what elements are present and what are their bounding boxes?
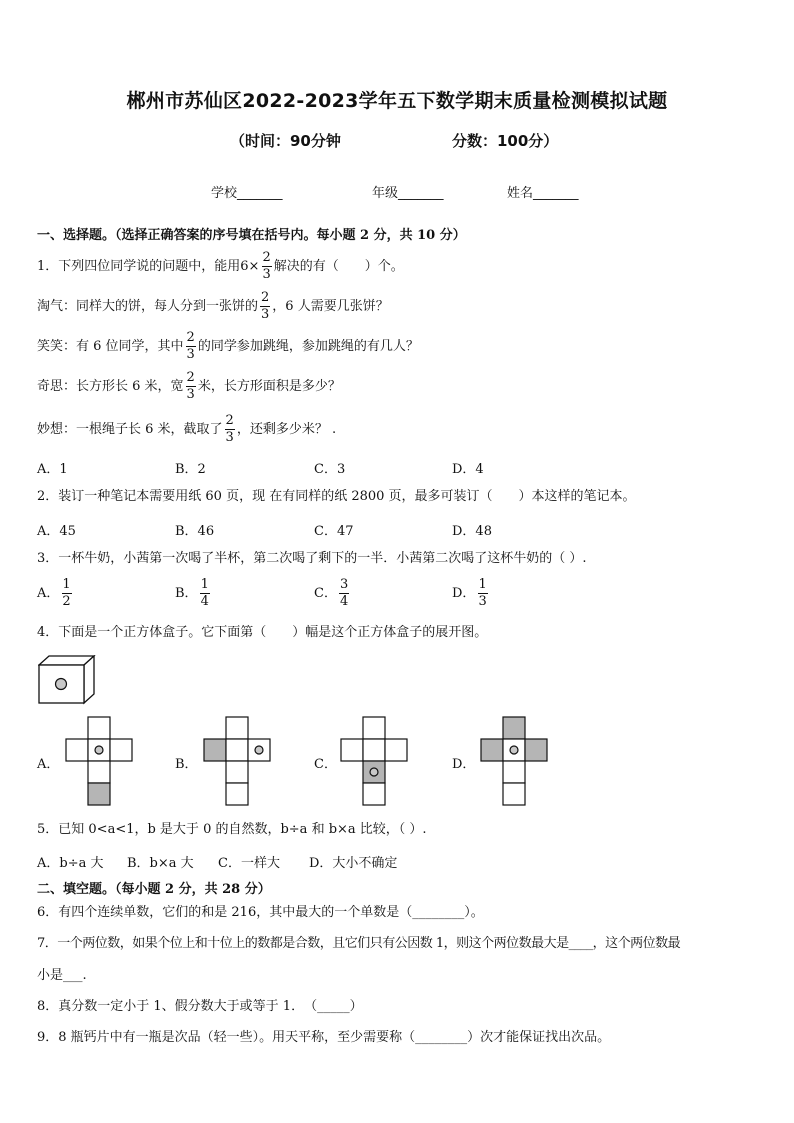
q3-option-b[interactable] xyxy=(175,578,212,609)
option-label: D． xyxy=(452,586,476,601)
q5-option-d[interactable]: D．大小不确定 xyxy=(309,856,398,871)
statement-text-end: ，6 人需要几张饼？ xyxy=(272,299,389,314)
q4-net-d[interactable] xyxy=(479,716,549,808)
fraction-numerator: 2 xyxy=(225,413,234,428)
statement-text: 奇思：长方形长 6 米，宽 xyxy=(37,379,184,394)
q1-option-d[interactable]: D．4 xyxy=(452,462,484,477)
fraction-numerator: 3 xyxy=(339,577,349,592)
q1-statement-xiaoxiao xyxy=(37,331,419,362)
statement-text: 妙想：一根绳子长 6 米，截取了 xyxy=(37,422,223,437)
q3-option-a[interactable] xyxy=(37,578,74,609)
score-label: 分数：100分） xyxy=(452,132,559,150)
q3-option-d[interactable] xyxy=(452,578,490,609)
fraction-numerator: 2 xyxy=(262,250,271,265)
school-field: 学校_______ xyxy=(211,186,283,201)
fraction-numerator: 2 xyxy=(186,330,195,345)
q4-net-c[interactable] xyxy=(339,716,409,808)
fraction-denominator: 3 xyxy=(478,594,487,609)
section1-heading: 一、选择题。（选择正确答案的序号填在括号内。每小题 2 分，共 10 分） xyxy=(37,228,466,243)
fraction-denominator: 2 xyxy=(62,594,71,609)
q3-option-c[interactable] xyxy=(314,578,351,609)
question-8: 8．真分数一定小于 1、假分数大于或等于 1． （_____） xyxy=(37,999,363,1014)
fraction-numerator: 2 xyxy=(261,290,270,305)
q1-fraction xyxy=(261,251,271,282)
statement-text: 笑笑：有 6 位同学，其中 xyxy=(37,339,184,354)
q5-option-b[interactable]: B．b×a 大 xyxy=(127,856,194,871)
grade-field: 年级_______ xyxy=(372,186,444,201)
q4-option-c-label[interactable]: C． xyxy=(314,757,337,772)
q1-option-b[interactable]: B．2 xyxy=(175,462,206,477)
page-title: 郴州市苏仙区2022-2023学年五下数学期末质量检测模拟试题 xyxy=(126,90,668,112)
question-2: 2．装订一种笔记本需要用纸 60 页，现 在有同样的纸 2800 页，最多可装订（ ）本这样的笔记本。 xyxy=(37,489,636,504)
option-fraction xyxy=(477,578,487,609)
q1-statement-qisi xyxy=(37,371,341,402)
statement-text-end: 米，长方形面积是多少？ xyxy=(197,379,341,394)
question-5: 5．已知 0<a<1，b 是大于 0 的自然数，b÷a 和 b×a 比较，（ ）. xyxy=(37,822,427,837)
question-7-line2: 小是___. xyxy=(37,968,87,983)
question-6: 6．有四个连续单数，它们的和是 216，其中最大的一个单数是（________）。 xyxy=(37,905,484,920)
option-fraction xyxy=(61,578,71,609)
fraction-denominator: 4 xyxy=(339,594,349,609)
fraction-numerator: 1 xyxy=(62,577,71,592)
q4-net-b[interactable] xyxy=(202,716,272,808)
fraction-denominator: 3 xyxy=(186,387,195,402)
q2-option-c[interactable]: C．47 xyxy=(314,524,354,539)
fraction-denominator: 3 xyxy=(186,347,195,362)
question-3: 3．一杯牛奶，小茜第一次喝了半杯，第二次喝了剩下的一半．小茜第二次喝了这杯牛奶的（ ）. xyxy=(37,551,587,566)
q2-option-a[interactable]: A．45 xyxy=(37,524,76,539)
option-fraction xyxy=(200,578,210,609)
option-fraction xyxy=(339,578,349,609)
q1-option-a[interactable]: A．1 xyxy=(37,462,68,477)
cube-box-icon xyxy=(38,655,96,705)
section2-heading: 二、填空题。（每小题 2 分，共 28 分） xyxy=(37,882,271,897)
q5-option-c[interactable]: C．一样大 xyxy=(218,856,280,871)
option-label: A． xyxy=(37,586,60,601)
time-label: （时间：90分钟 xyxy=(230,132,341,150)
statement-fraction xyxy=(225,414,235,445)
question-4: 4．下面是一个正方体盒子。它下面第（ ）幅是这个正方体盒子的展开图。 xyxy=(37,625,488,640)
q1-text-post: 解决的有（ ）个。 xyxy=(273,259,404,274)
q4-option-a-label[interactable]: A． xyxy=(37,757,60,772)
fraction-numerator: 1 xyxy=(200,577,209,592)
statement-fraction xyxy=(186,371,196,402)
statement-fraction xyxy=(260,291,270,322)
fraction-denominator: 3 xyxy=(225,430,234,445)
q1-statement-miaoxiang xyxy=(37,414,336,445)
fraction-denominator: 3 xyxy=(262,267,271,282)
q4-option-b-label[interactable]: B． xyxy=(175,757,198,772)
statement-fraction xyxy=(186,331,196,362)
statement-text: 淘气：同样大的饼，每人分到一张饼的 xyxy=(37,299,259,314)
question-1 xyxy=(37,251,404,282)
q4-option-d-label[interactable]: D． xyxy=(452,757,476,772)
option-label: C． xyxy=(314,586,337,601)
fraction-denominator: 3 xyxy=(261,307,270,322)
q1-statement-taoqi xyxy=(37,291,389,322)
q1-text-pre: 1．下列四位同学说的问题中，能用6× xyxy=(37,259,260,274)
name-field: 姓名_______ xyxy=(507,186,579,201)
fraction-numerator: 1 xyxy=(478,577,487,592)
fraction-denominator: 4 xyxy=(200,594,209,609)
question-9: 9．8 瓶钙片中有一瓶是次品（轻一些）。用天平称，至少需要称（________）次才能保证找出次品。 xyxy=(37,1030,611,1045)
statement-text-end: 的同学参加跳绳，参加跳绳的有几人？ xyxy=(197,339,419,354)
q5-option-a[interactable]: A．b÷a 大 xyxy=(37,856,104,871)
statement-text-end: ，还剩多少米？ . xyxy=(236,422,337,437)
fraction-numerator: 2 xyxy=(186,370,195,385)
q2-option-b[interactable]: B．46 xyxy=(175,524,215,539)
question-7-line1: 7．一个两位数，如果个位上和十位上的数都是合数，且它们只有公因数 1，则这个两位数最大是____，这个两位数最 xyxy=(37,936,681,951)
option-label: B． xyxy=(175,586,198,601)
q4-net-a[interactable] xyxy=(64,716,134,808)
q1-option-c[interactable]: C．3 xyxy=(314,462,346,477)
q2-option-d[interactable]: D．48 xyxy=(452,524,492,539)
